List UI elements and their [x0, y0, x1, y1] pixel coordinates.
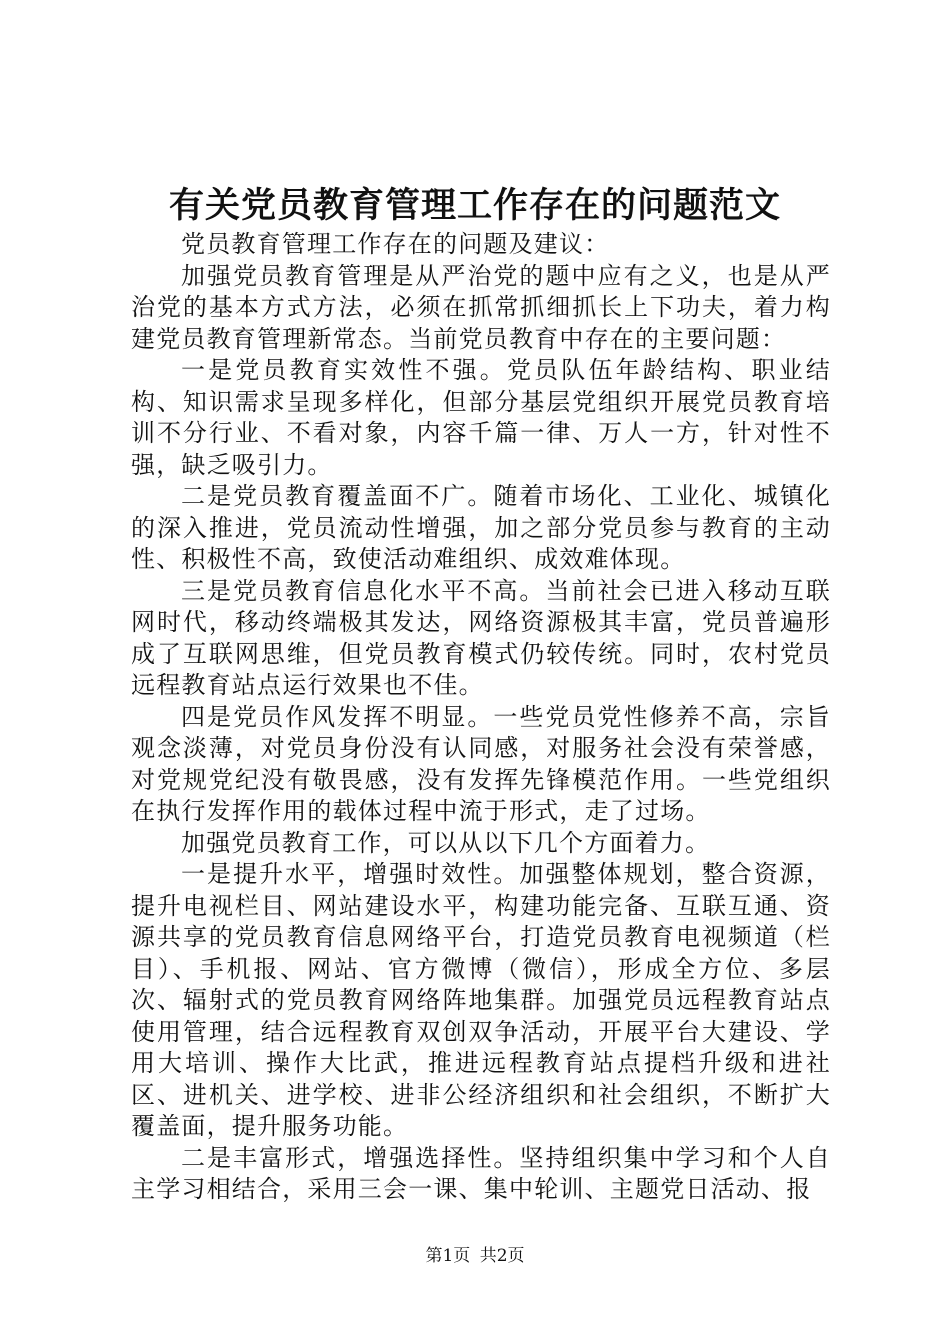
paragraph: 加强党员教育工作，可以从以下几个方面着力。 — [181, 828, 711, 857]
paragraph: 一是提升水平，增强时效性。加强整体规划，整合资源，提升电视栏目、网站建设水平，构建功能完备、互联互通、资源共享的党员教育信息网络平台，打造党员教育电视频道（栏目）、手机报、网站、官方微博（微信），形成全方位、多层次、辐射式的党员教育网络阵地集群。加强党员远程教育站点使用管理，结合远程教育双创双争活动，开展平台大建设、学用大培训、操作大比武，推进远程教育站点提档升级和进社区、进机关、进学校、进非公经济组织和社会组织，不断扩大覆盖面，提升服务功能。 — [131, 860, 831, 1140]
document-body — [131, 229, 831, 1206]
page-number-current: 第1页 — [425, 1246, 471, 1266]
page-number-total: 共2页 — [479, 1246, 525, 1266]
paragraph: 一是党员教育实效性不强。党员队伍年龄结构、职业结构、知识需求呈现多样化，但部分基层党组织开展党员教育培训不分行业、不看对象，内容千篇一律、万人一方，针对性不强，缺乏吸引力。 — [131, 356, 831, 479]
document-title: 有关党员教育管理工作存在的问题范文 — [168, 186, 781, 226]
paragraph: 党员教育管理工作存在的问题及建议： — [181, 230, 610, 258]
page-footer — [0, 1244, 950, 1268]
paragraph: 二是丰富形式，增强选择性。坚持组织集中学习和个人自主学习相结合，采用三会一课、集中轮训、主题党日活动、报 — [131, 1143, 831, 1203]
paragraph: 加强党员教育管理是从严治党的题中应有之义，也是从严治党的基本方式方法，必须在抓常抓细抓长上下功夫，着力构建党员教育管理新常态。当前党员教育中存在的主要问题： — [131, 261, 831, 353]
paragraph: 四是党员作风发挥不明显。一些党员党性修养不高，宗旨观念淡薄，对党员身份没有认同感，对服务社会没有荣誉感，对党规党纪没有敬畏感，没有发挥先锋模范作用。一些党组织在执行发挥作用的载体过程中流于形式，走了过场。 — [131, 702, 831, 825]
paragraph: 二是党员教育覆盖面不广。随着市场化、工业化、城镇化的深入推进，党员流动性增强，加之部分党员参与教育的主动性、积极性不高，致使活动难组织、成效难体现。 — [131, 482, 831, 573]
paragraph: 三是党员教育信息化水平不高。当前社会已进入移动互联网时代，移动终端极其发达，网络资源极其丰富，党员普遍形成了互联网思维，但党员教育模式仍较传统。同时，农村党员远程教育站点运行效果也不佳。 — [131, 576, 831, 699]
